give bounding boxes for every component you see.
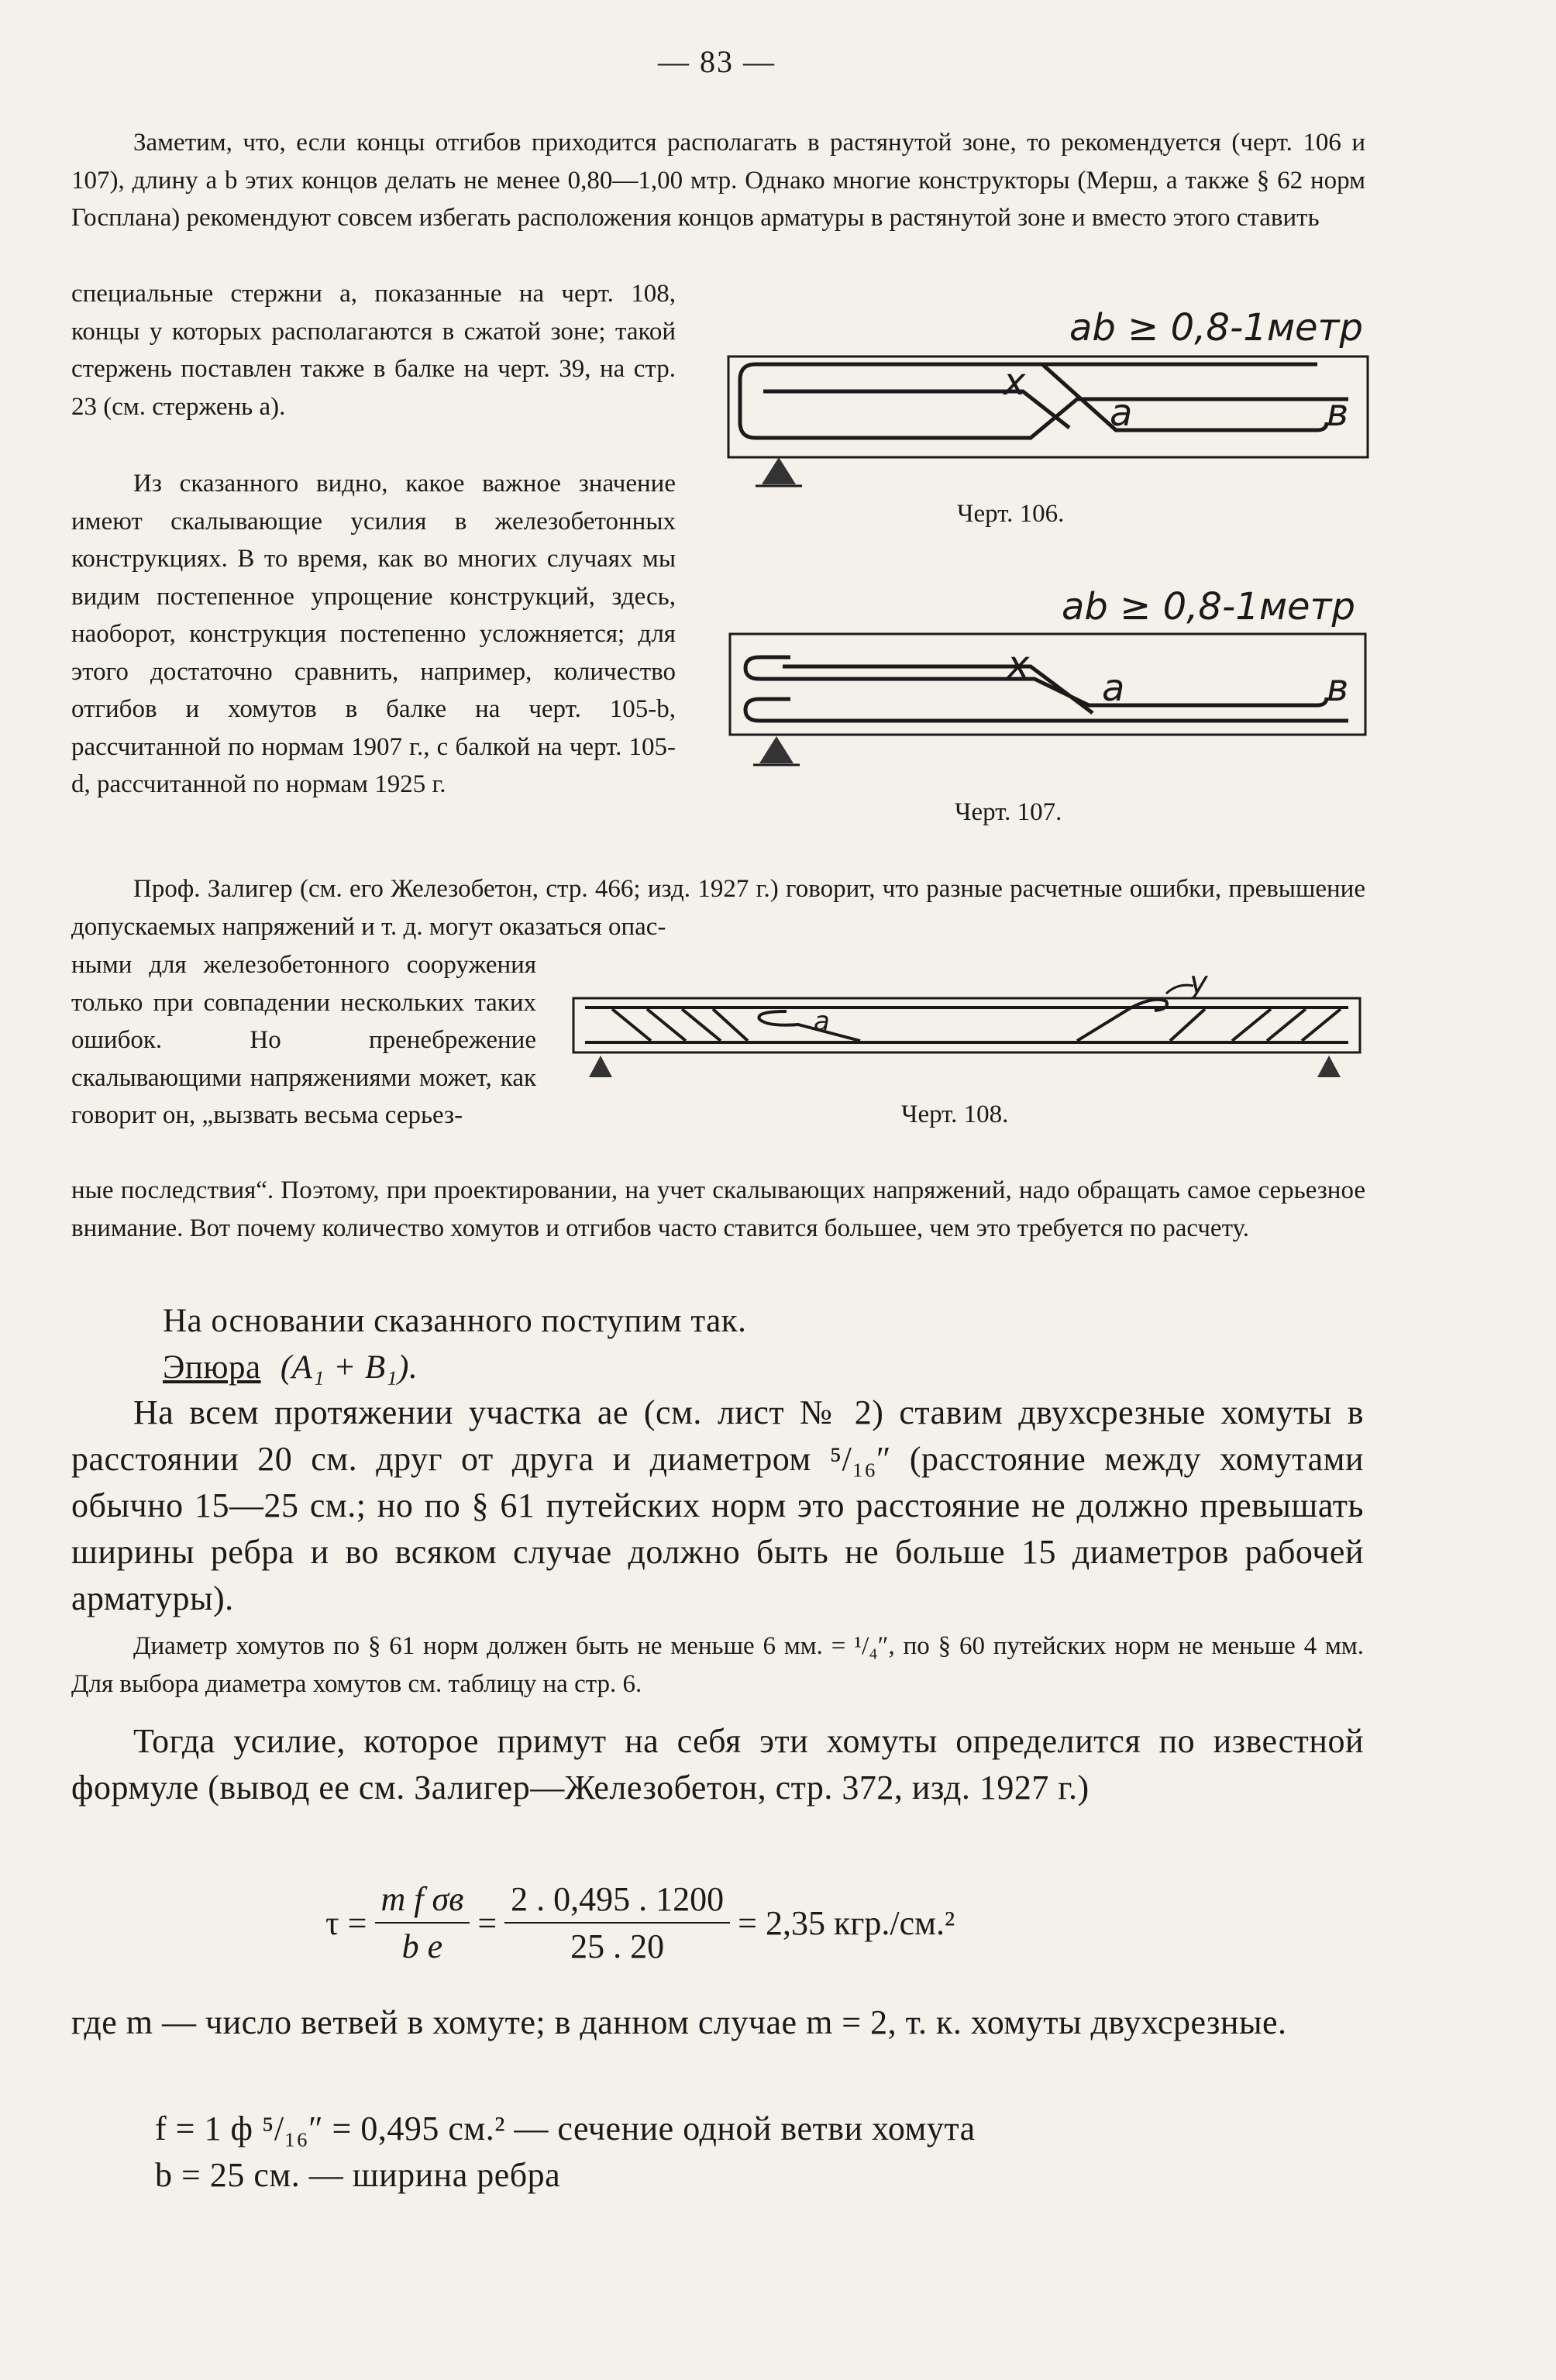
definition-b: b = 25 см. — ширина ребра [155,2156,561,2194]
paragraph-6: Тогда усилие, которое примут на себя эти хомуты определится по известной формуле (вывод ее см. Залигер—Железобетон, стр. 372, изд. 1927 г.) [71,1722,1364,1807]
shear-formula [325,1879,955,1966]
epure-formula: (A₁ + B₁). [280,1349,418,1386]
formula-equals: = [477,1903,497,1942]
fig106-caption: Черт. 106. [957,500,1065,528]
paragraph-4: На всем протяжении участка ae (см. лист № 2) ставим двухсрезные хомуты в расстоянии 20 см. друг от друга и диаметром ⁵/₁₆″ (расстояние между хомутами обычно 15—25 см.; но по § 61 путейских норм это расстояние не должно превышать ширины ребра и во всяком случае должно быть не больше 15 диаметров рабочей арматуры). [71,1393,1364,1617]
fig107-annotation: ab ≥ 0,8-1метр [1062,585,1355,629]
formula-f1-denominator: b e [401,1927,443,1965]
formula-fraction-1 [375,1879,470,1966]
formula-f1-numerator: m f σв [375,1879,470,1924]
formula-f2-denominator: 25 . 20 [570,1927,665,1965]
formula-fraction-2 [504,1879,730,1966]
heading-epure [163,1345,1325,1391]
fig108-label-y: y [1189,965,1208,1001]
fig106-annotation: ab ≥ 0,8-1метр [1069,306,1363,350]
paragraph-1: Заметим, что, если концы отгибов приходится располагать в растянутой зоне, то рекомендуется (черт. 106 и 107), длину a b этих концов делать не менее 0,80—1,00 мтр. Однако многие конструкторы (Мерш, а также § 62 норм Госплана) рекомендуют совсем избегать расположения концов арматуры в растянутой зоне и вместо этого ставить [71,129,1365,232]
paragraph-3-left: ными для железобетонного сооружения только при совпадении нескольких таких ошибок. Но пренебрежение скалывающими напряжениями может, как говорит он, „вызвать весьма серьез- [71,951,536,1129]
paragraph-5: Диаметр хомутов по § 61 норм должен быть не меньше 6 мм. = ¹/₄″, по § 60 путейских норм не меньше 4 мм. Для выбора диаметра хомутов см. таблицу на стр. 6. [71,1632,1364,1698]
fig107-label-a: a [1102,666,1125,710]
paragraph-7: где m — число ветвей в хомуте; в данном случае m = 2, т. к. хомуты двухсрезные. [71,2003,1287,2041]
fig106-label-b: в [1327,391,1349,435]
page-number: — 83 — [658,44,776,79]
paragraph-1-continued: специальные стержни a, показанные на черт. 108, концы y которых располагаются в сжатой зоне; такой стержень поставлен также в балке на черт. 39, на стр. 23 (см. стержень a). [71,280,676,421]
paragraph-3: Проф. Залигер (см. его Железобетон, стр. 466; изд. 1927 г.) говорит, что разные расчетные ошибки, превышение допускаемых напряжений и т. д. могут оказаться опас- [71,875,1365,941]
fig108-label-a: a [814,1006,830,1037]
fig107-label-b: в [1327,666,1349,710]
formula-result: = 2,35 кгр./см.² [738,1903,955,1942]
heading-basis: На основании сказанного поступим так. [163,1303,747,1339]
fig106-label-a: a [1110,391,1133,435]
fig107-caption: Черт. 107. [955,798,1062,826]
fig106-label-x: x [1003,360,1026,404]
definition-f: f = 1 ф ⁵/₁₆″ = 0,495 см.² — сечение одной ветви хомута [155,2110,976,2148]
formula-f2-numerator: 2 . 0,495 . 1200 [504,1879,730,1924]
fig108-caption: Черт. 108. [901,1100,1009,1128]
fig107-label-x: x [1007,643,1030,687]
formula-lhs: τ = [325,1903,367,1942]
paragraph-3-bottom: ные последствия“. Поэтому, при проектировании, на учет скалывающих напряжений, надо обращать самое серьезное внимание. Вот почему количество хомутов и отгибов часто ставится большее, чем это требуется по расчету. [71,1176,1365,1242]
paragraph-2: Из сказанного видно, какое важное значение имеют скалывающие усилия в железобетонных конструкциях. В то время, как во многих случаях мы видим постепенное упрощение конструкций, здесь, наоборот, конструкция постепенно усложняется; для этого достаточно сравнить, например, количество отгибов и хомутов в балке на черт. 105-b, рассчитанной по нормам 1907 г., с балкой на черт. 105-d, рассчитанной по нормам 1925 г. [71,470,676,798]
epure-label: Эпюра [163,1349,261,1386]
